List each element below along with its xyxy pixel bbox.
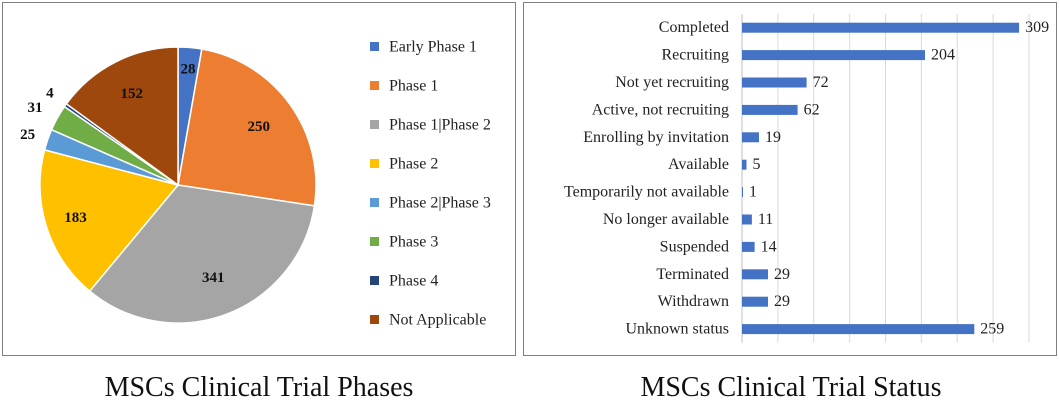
bar-data-labels bbox=[749, 19, 1049, 337]
bar-category-label-terminated: Terminated bbox=[656, 265, 729, 283]
bar-data-label-enrolling-by-invitation: 19 bbox=[765, 128, 781, 146]
bar-terminated bbox=[742, 269, 768, 279]
bar-series bbox=[742, 23, 1019, 334]
bar-data-label-temporarily-not-available: 1 bbox=[749, 183, 757, 201]
bar-not-yet-recruiting bbox=[742, 78, 807, 88]
legend-swatch-phase-3 bbox=[370, 237, 379, 246]
legend-label-early-phase-1: Early Phase 1 bbox=[389, 38, 477, 56]
bar-data-label-completed: 309 bbox=[1025, 19, 1050, 37]
bar-data-label-not-yet-recruiting: 72 bbox=[812, 74, 829, 91]
bar-data-label-no-longer-available: 11 bbox=[757, 211, 774, 228]
bar-data-label-active-not-recruiting: 62 bbox=[803, 101, 820, 119]
legend-swatch-phase-1-phase-2 bbox=[370, 120, 379, 129]
status-bar-chart bbox=[524, 3, 1056, 355]
legend-label-not-applicable: Not Applicable bbox=[389, 311, 487, 329]
legend-label-phase-1-phase-2: Phase 1|Phase 2 bbox=[389, 116, 491, 134]
legend-label-phase-3: Phase 3 bbox=[389, 233, 439, 251]
legend-label-phase-2: Phase 2 bbox=[389, 155, 439, 173]
bar-category-label-recruiting: Recruiting bbox=[661, 46, 729, 64]
legend-label-phase-4: Phase 4 bbox=[389, 272, 439, 290]
legend-swatch-early-phase-1 bbox=[370, 42, 379, 51]
bar-category-label-completed: Completed bbox=[658, 19, 729, 37]
pie-data-label-phase-2-phase-3: 25 bbox=[20, 127, 36, 144]
pie-slices bbox=[40, 47, 316, 323]
bar-temporarily-not-available bbox=[742, 187, 743, 197]
status-chart-caption: MSCs Clinical Trial Status bbox=[640, 372, 942, 403]
bar-data-label-available: 5 bbox=[752, 156, 761, 174]
status-chart-panel bbox=[523, 2, 1057, 356]
bar-withdrawn bbox=[742, 297, 768, 307]
bar-category-label-temporarily-not-available: Temporarily not available bbox=[563, 183, 729, 201]
pie-data-label-phase-3: 31 bbox=[27, 99, 43, 116]
bar-data-label-suspended: 14 bbox=[760, 238, 777, 256]
legend-label-phase-1: Phase 1 bbox=[389, 77, 439, 95]
bar-recruiting bbox=[742, 50, 925, 60]
phases-pie-chart bbox=[3, 3, 515, 355]
legend-swatch-not-applicable bbox=[370, 315, 379, 324]
legend-label-phase-2-phase-3: Phase 2|Phase 3 bbox=[389, 194, 491, 212]
legend-swatch-phase-4 bbox=[370, 276, 379, 285]
bar-data-label-unknown-status: 259 bbox=[980, 320, 1005, 338]
bar-category-labels bbox=[564, 19, 729, 337]
bar-active-not-recruiting bbox=[742, 105, 798, 115]
pie-data-label-phase-4: 4 bbox=[46, 85, 54, 102]
legend-swatch-phase-2-phase-3 bbox=[370, 198, 379, 207]
bar-unknown-status bbox=[742, 324, 974, 334]
bar-category-label-active-not-recruiting: Active, not recruiting bbox=[591, 101, 729, 119]
bar-category-label-suspended: Suspended bbox=[659, 238, 729, 256]
bar-category-label-enrolling-by-invitation: Enrolling by invitation bbox=[583, 128, 729, 146]
phases-chart-panel bbox=[2, 2, 516, 356]
pie-data-label-phase-1-phase-2: 341 bbox=[201, 269, 225, 286]
bar-data-label-withdrawn: 29 bbox=[774, 293, 790, 311]
legend-swatch-phase-1 bbox=[370, 81, 379, 90]
pie-data-label-phase-1: 250 bbox=[247, 119, 270, 135]
bar-category-label-not-yet-recruiting: Not yet recruiting bbox=[615, 74, 729, 91]
legend-swatch-phase-2 bbox=[370, 159, 379, 168]
bar-category-label-available: Available bbox=[667, 156, 729, 174]
bar-data-label-terminated: 29 bbox=[774, 265, 790, 283]
pie-legend bbox=[370, 39, 491, 329]
bar-category-label-unknown-status: Unknown status bbox=[625, 320, 729, 338]
pie-data-label-not-applicable: 152 bbox=[120, 86, 143, 102]
phases-chart-caption: MSCs Clinical Trial Phases bbox=[104, 372, 414, 403]
bar-completed bbox=[742, 23, 1019, 33]
bar-category-label-withdrawn: Withdrawn bbox=[657, 293, 729, 311]
bar-suspended bbox=[742, 242, 755, 252]
bar-no-longer-available bbox=[742, 215, 752, 225]
bar-available bbox=[742, 160, 747, 170]
bar-data-label-recruiting: 204 bbox=[931, 46, 955, 64]
pie-data-label-phase-2: 183 bbox=[64, 209, 87, 226]
pie-data-label-early-phase-1: 28 bbox=[180, 61, 196, 78]
bar-category-label-no-longer-available: No longer available bbox=[602, 211, 729, 228]
bar-enrolling-by-invitation bbox=[742, 132, 759, 142]
